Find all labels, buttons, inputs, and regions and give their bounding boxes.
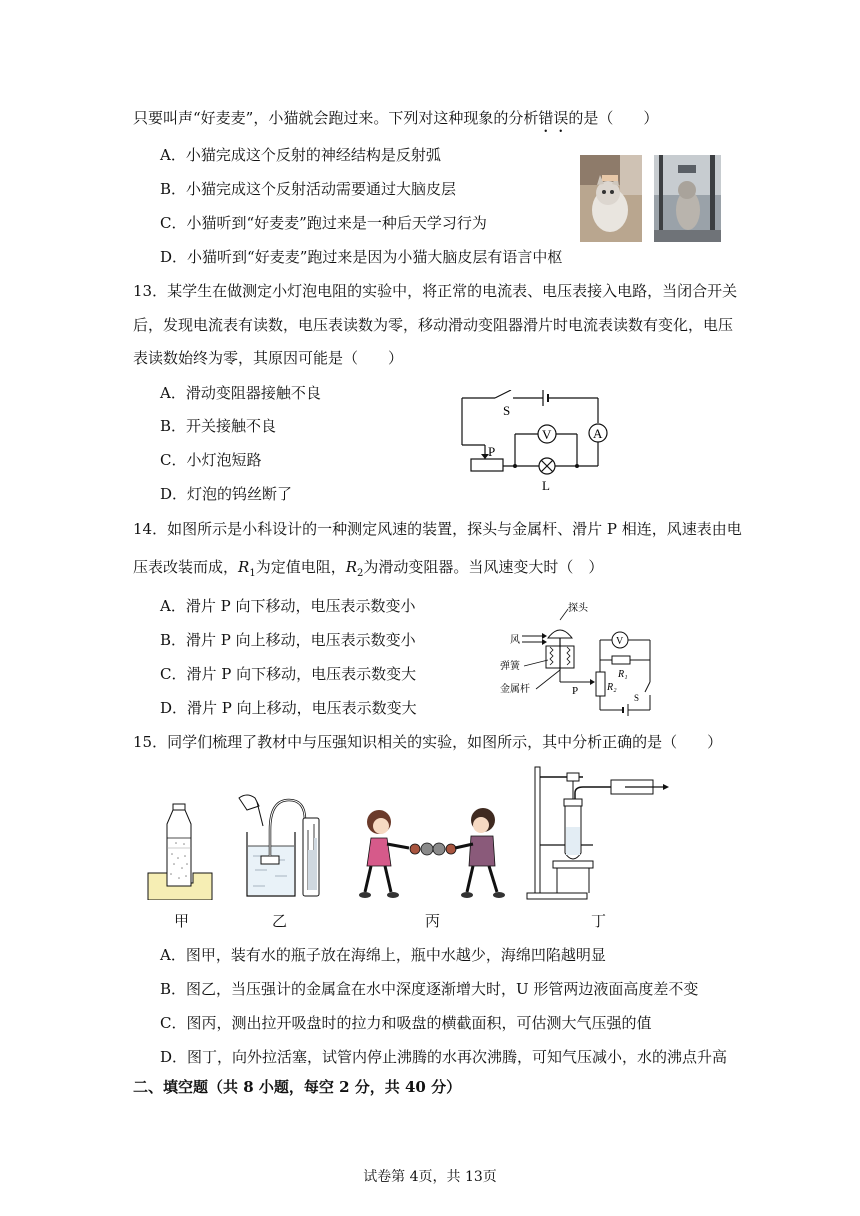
q15-caption-yi: 乙: [272, 912, 288, 930]
q14-stem-line-1: 14．如图所示是小科设计的一种测定风速的装置，探头与金属杆、滑片 P 相连，风速表由电: [133, 520, 742, 538]
q15-caption-jia: 甲: [174, 912, 190, 930]
q14-stem-part-a: 压表改装而成，: [133, 558, 239, 576]
r1-symbol: R: [238, 558, 250, 576]
q15-option-d[interactable]: D．图丁，向外拉活塞，试管内停止沸腾的水再次沸腾，可知气压减小，水的沸点升高: [160, 1048, 728, 1066]
q13-circuit-diagram: [455, 390, 615, 500]
q13-stem-line-3: 表读数始终为零，其原因可能是（ ）: [133, 349, 404, 367]
q14-voltmeter-label: V: [616, 636, 624, 647]
q12-option-c[interactable]: C．小猫听到“好麦麦”跑过来是一种后天学习行为: [160, 214, 487, 232]
q15-stem: 15．同学们梳理了教材中与压强知识相关的实验，如图所示，其中分析正确的是（ ）: [133, 733, 723, 751]
q13-lamp-label: L: [542, 478, 550, 493]
q14-stem-line-2: [133, 556, 603, 585]
page-footer: 试卷第 4页，共 13页: [363, 1169, 497, 1185]
q12-stem-suffix: 的是（ ）: [568, 109, 659, 127]
r2-symbol: R: [345, 558, 357, 576]
q15-figure-bing: [357, 804, 507, 904]
q12-stem: [133, 107, 658, 136]
q14-option-c[interactable]: C．滑片 P 向下移动，电压表示数变大: [160, 665, 417, 683]
q14-slider-label: P: [572, 685, 579, 697]
q13-option-b[interactable]: B．开关接触不良: [160, 417, 277, 435]
q14-spring-label: 弹簧: [500, 661, 520, 672]
section-2-heading: 二、填空题（共 8 小题，每空 2 分，共 40 分）: [133, 1078, 462, 1096]
q12-option-b[interactable]: B．小猫完成这个反射活动需要通过大脑皮层: [160, 180, 457, 198]
q13-voltmeter-label: V: [542, 427, 552, 442]
r2-subscript: 2: [357, 568, 364, 579]
q14-r1-label: R₁: [618, 669, 628, 680]
q12-option-d[interactable]: D．小猫听到“好麦麦”跑过来是因为小猫大脑皮层有语言中枢: [160, 248, 563, 266]
q15-caption-bing: 丙: [425, 912, 441, 930]
q14-option-d[interactable]: D．滑片 P 向上移动，电压表示数变大: [160, 699, 417, 717]
q13-option-a[interactable]: A．滑动变阻器接触不良: [160, 384, 321, 402]
r1-subscript: 1: [249, 568, 256, 579]
q12-option-a[interactable]: A．小猫完成这个反射的神经结构是反射弧: [160, 146, 441, 164]
q15-option-a[interactable]: A．图甲，装有水的瓶子放在海绵上，瓶中水越少，海绵凹陷越明显: [160, 946, 606, 964]
q13-option-c[interactable]: C．小灯泡短路: [160, 451, 262, 469]
q14-rod-label: 金属杆: [500, 684, 530, 695]
q15-option-c[interactable]: C．图丙，测出拉开吸盘时的拉力和吸盘的横截面积，可估测大气压强的值: [160, 1014, 652, 1032]
q13-option-d[interactable]: D．灯泡的钨丝断了: [160, 485, 293, 503]
q15-figure-jia: [145, 798, 215, 900]
q13-stem-line-1: 13．某学生在做测定小灯泡电阻的实验中，将正常的电流表、电压表接入电路，当闭合开关: [133, 282, 738, 300]
q14-wind-label: 风: [510, 635, 520, 646]
q14-switch-label: S: [634, 693, 640, 703]
q14-stem-part-c: 为滑动变阻器。当风速变大时（ ）: [363, 558, 604, 576]
cat-photo-1: [580, 155, 642, 242]
q13-switch-label: S: [503, 403, 511, 418]
q15-caption-ding: 丁: [591, 912, 607, 930]
q12-stem-emphasis: 错误: [538, 109, 569, 127]
q15-figure-ding: [523, 765, 673, 900]
q14-wind-device-diagram: [500, 600, 665, 718]
q15-option-b[interactable]: B．图乙，当压强计的金属盒在水中深度逐渐增大时，U 形管两边液面高度差不变: [160, 980, 699, 998]
q14-option-b[interactable]: B．滑片 P 向上移动，电压表示数变小: [160, 631, 416, 649]
q13-slider-label: P: [488, 444, 496, 459]
q13-stem-line-2: 后，发现电流表有读数，电压表读数为零，移动滑动变阻器滑片时电流表读数有变化，电压: [133, 316, 734, 334]
q14-r2-label: R₂: [607, 682, 617, 693]
q14-probe-label: 探头: [568, 603, 588, 614]
q14-option-a[interactable]: A．滑片 P 向下移动，电压表示数变小: [160, 597, 416, 615]
q13-ammeter-label: A: [593, 426, 603, 441]
q14-stem-part-b: 为定值电阻，: [255, 558, 346, 576]
q15-figure-yi: [233, 790, 328, 902]
q12-stem-text: 只要叫声“好麦麦”，小猫就会跑过来。下列对这种现象的分析: [133, 109, 539, 127]
cat-photo-2: [654, 155, 721, 242]
